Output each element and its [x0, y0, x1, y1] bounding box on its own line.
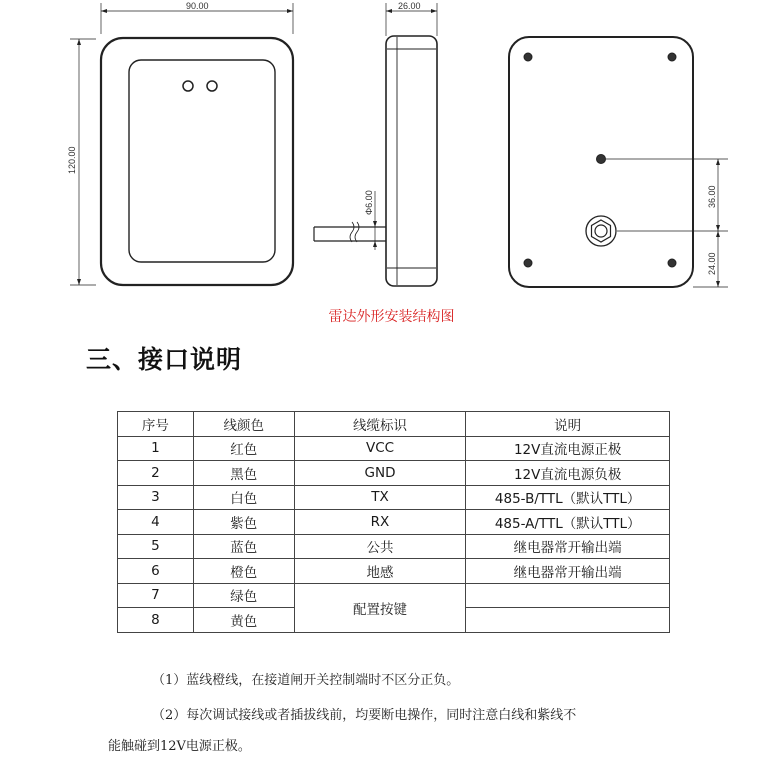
- front-width-dim: 90.00: [186, 1, 209, 11]
- back-lower-dim: 24.00: [707, 252, 717, 275]
- row-no: 1: [118, 436, 194, 461]
- row-no: 8: [118, 608, 194, 633]
- mounting-drawings: [0, 0, 783, 300]
- side-view: [314, 3, 437, 286]
- back-upper-dim: 36.00: [707, 185, 717, 208]
- row-label: VCC: [294, 436, 466, 461]
- row-color: 白色: [193, 485, 294, 510]
- row-label: RX: [294, 510, 466, 535]
- table-row: [118, 461, 670, 486]
- table-row: [118, 485, 670, 510]
- row-desc: 12V直流电源正极: [466, 436, 670, 461]
- row-no: 2: [118, 461, 194, 486]
- row-label: 公共: [294, 534, 466, 559]
- row-color: 绿色: [193, 583, 294, 608]
- row-desc: 485-A/TTL（默认TTL）: [466, 510, 670, 535]
- header-color: 线颜色: [193, 412, 294, 437]
- row-color: 红色: [193, 436, 294, 461]
- row-color: 蓝色: [193, 534, 294, 559]
- row-label: 地感: [294, 559, 466, 584]
- row-label: GND: [294, 461, 466, 486]
- row-color: 黑色: [193, 461, 294, 486]
- row-desc: [466, 608, 670, 633]
- row-desc: 485-B/TTL（默认TTL）: [466, 485, 670, 510]
- row-desc: 12V直流电源负极: [466, 461, 670, 486]
- row-color: 橙色: [193, 559, 294, 584]
- cable-diameter-dim: Φ6.00: [364, 190, 374, 215]
- table-row: [118, 583, 670, 608]
- header-no: 序号: [118, 412, 194, 437]
- row-desc: 继电器常开输出端: [466, 559, 670, 584]
- note-2-continued: 能触碰到12V电源正极。: [108, 739, 251, 754]
- table-row: [118, 559, 670, 584]
- note-1: （1）蓝线橙线，在接道闸开关控制端时不区分正负。: [152, 673, 460, 688]
- back-view: [509, 37, 728, 287]
- side-depth-dim: 26.00: [398, 1, 421, 11]
- table-row: [118, 510, 670, 535]
- front-view: [70, 3, 293, 285]
- table-row: [118, 436, 670, 461]
- row-no: 6: [118, 559, 194, 584]
- row-no: 3: [118, 485, 194, 510]
- row-desc: 继电器常开输出端: [466, 534, 670, 559]
- row-no: 5: [118, 534, 194, 559]
- diagram-caption: 雷达外形安装结构图: [328, 309, 455, 325]
- section-heading: 三、接口说明: [86, 345, 243, 374]
- row-color: 黄色: [193, 608, 294, 633]
- interface-table: [117, 411, 670, 633]
- row-label: TX: [294, 485, 466, 510]
- table-row: [118, 534, 670, 559]
- row-no: 4: [118, 510, 194, 535]
- front-height-dim: 120.00: [67, 146, 77, 174]
- row-desc: [466, 583, 670, 608]
- row-no: 7: [118, 583, 194, 608]
- note-2: （2）每次调试接线或者插拔线前，均要断电操作，同时注意白线和紫线不: [152, 708, 577, 723]
- header-label: 线缆标识: [294, 412, 466, 437]
- row-label-merged: 配置按键: [294, 583, 466, 632]
- table-header-row: [118, 412, 670, 437]
- row-color: 紫色: [193, 510, 294, 535]
- header-desc: 说明: [466, 412, 670, 437]
